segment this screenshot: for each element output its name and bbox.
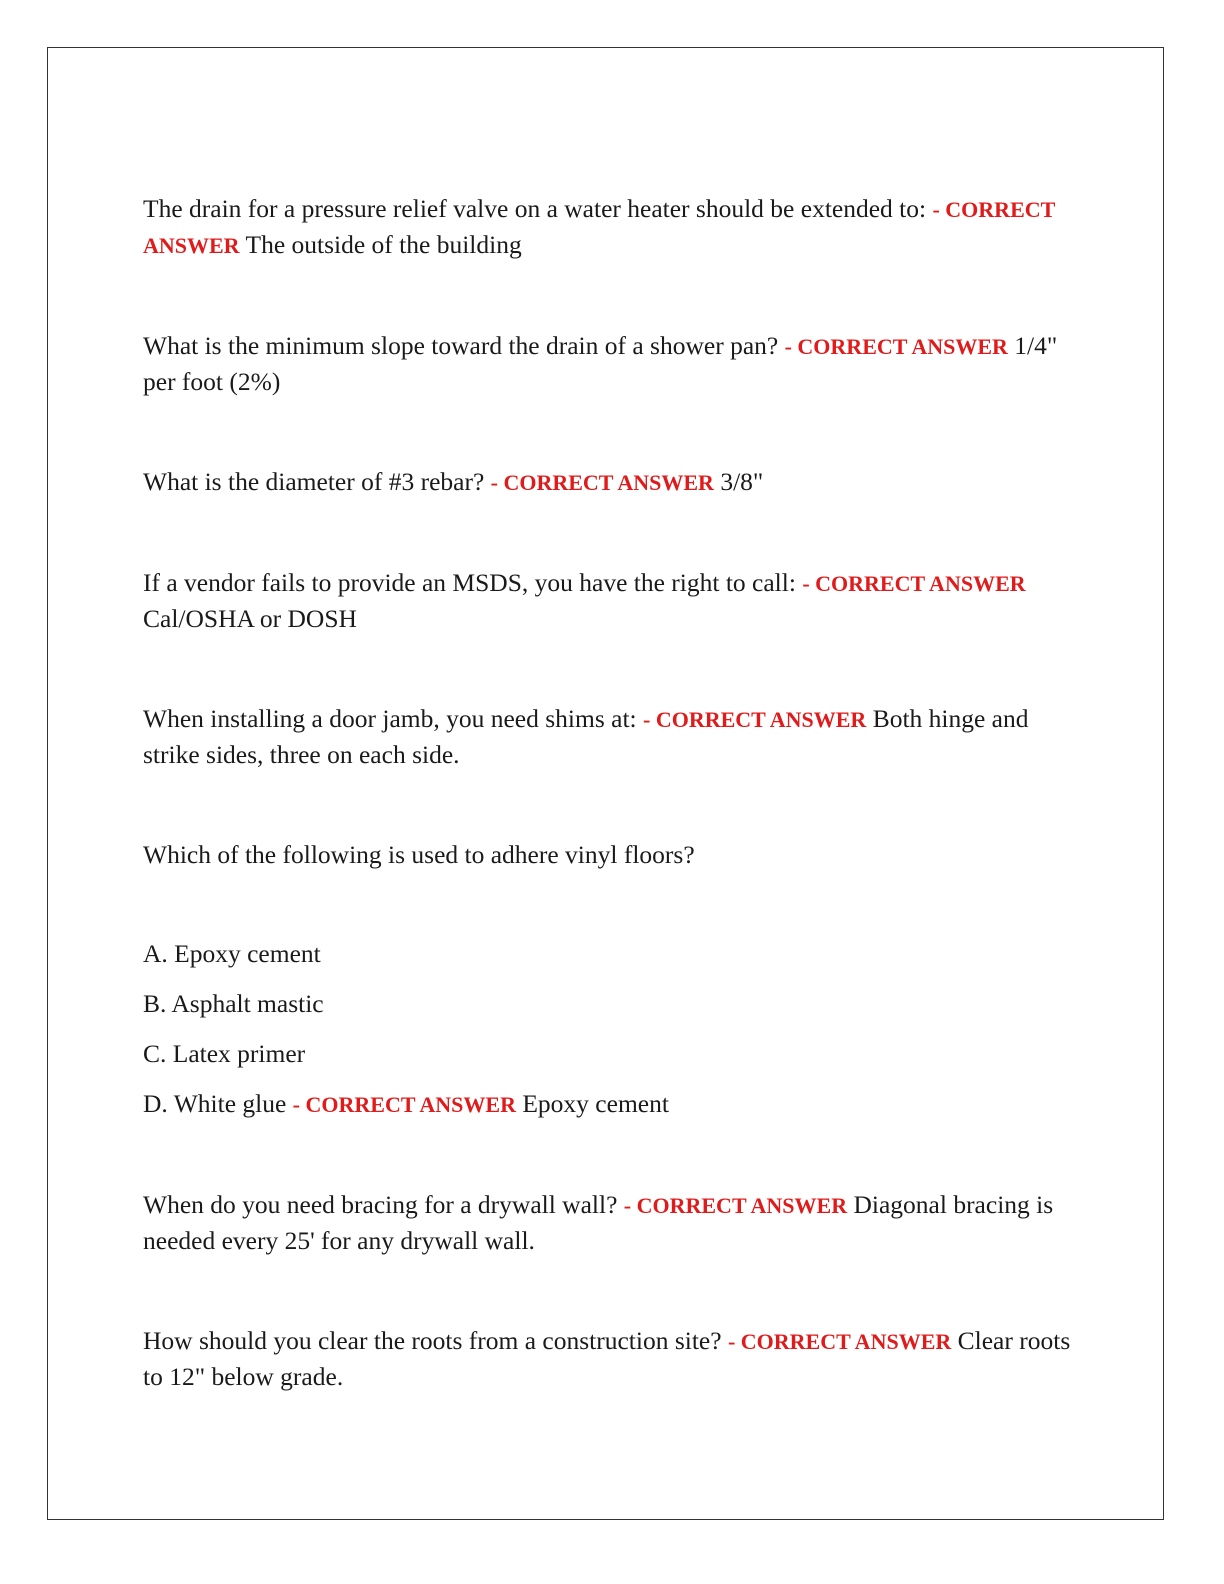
question-text: What is the diameter of #3 rebar? xyxy=(143,467,485,496)
question-text: What is the minimum slope toward the drain of a shower pan? xyxy=(143,331,779,360)
answer-text: Cal/OSHA or DOSH xyxy=(143,604,357,633)
answer-text: Diagonal bracing is needed every 25' for any drywall wall. xyxy=(143,1190,1054,1255)
answer-text: The outside of the building xyxy=(245,230,522,259)
correct-answer-marker: - CORRECT ANSWER xyxy=(784,334,1008,359)
qa-item xyxy=(143,328,1073,399)
qa-item xyxy=(143,464,1073,500)
correct-answer-marker: - CORRECT ANSWER xyxy=(623,1193,848,1218)
qa-item xyxy=(143,1187,1073,1258)
correct-answer-marker: - CORRECT ANSWER xyxy=(802,571,1026,596)
qa-item xyxy=(143,191,1073,263)
correct-answer-marker: - CORRECT ANSWER xyxy=(143,197,1055,258)
qa-item xyxy=(143,1323,1073,1394)
correct-answer-marker: - CORRECT ANSWER xyxy=(727,1329,952,1354)
option-d-with-answer xyxy=(143,1086,1073,1122)
answer-options xyxy=(143,936,1073,1122)
qa-list xyxy=(143,191,1073,1394)
qa-item-multiple-choice xyxy=(143,837,1073,1122)
question-text: Which of the following is used to adhere vinyl floors? xyxy=(143,840,695,869)
correct-answer-marker: - CORRECT ANSWER xyxy=(292,1092,516,1117)
question-text: When do you need bracing for a drywall wall? xyxy=(143,1190,618,1219)
answer-text: 3/8" xyxy=(720,467,764,496)
correct-answer-marker: - CORRECT ANSWER xyxy=(643,707,867,732)
answer-text: 1/4" per foot (2%) xyxy=(143,331,1058,396)
answer-text: Clear roots to 12" below grade. xyxy=(143,1326,1071,1391)
qa-item xyxy=(143,701,1073,772)
option-d: D. White glue xyxy=(143,1089,287,1118)
correct-answer-marker: - CORRECT ANSWER xyxy=(490,470,714,495)
qa-item xyxy=(143,565,1073,636)
answer-text: Both hinge and strike sides, three on each side. xyxy=(143,704,1029,769)
option-c: C. Latex primer xyxy=(143,1039,306,1068)
question-text: The drain for a pressure relief valve on a water heater should be extended to: xyxy=(143,194,927,223)
question-text: When installing a door jamb, you need shims at: xyxy=(143,704,637,733)
question-text: How should you clear the roots from a construction site? xyxy=(143,1326,722,1355)
question-text: If a vendor fails to provide an MSDS, you have the right to call: xyxy=(143,568,796,597)
option-a: A. Epoxy cement xyxy=(143,939,321,968)
option-b: B. Asphalt mastic xyxy=(143,989,324,1018)
answer-text: Epoxy cement xyxy=(522,1089,669,1118)
